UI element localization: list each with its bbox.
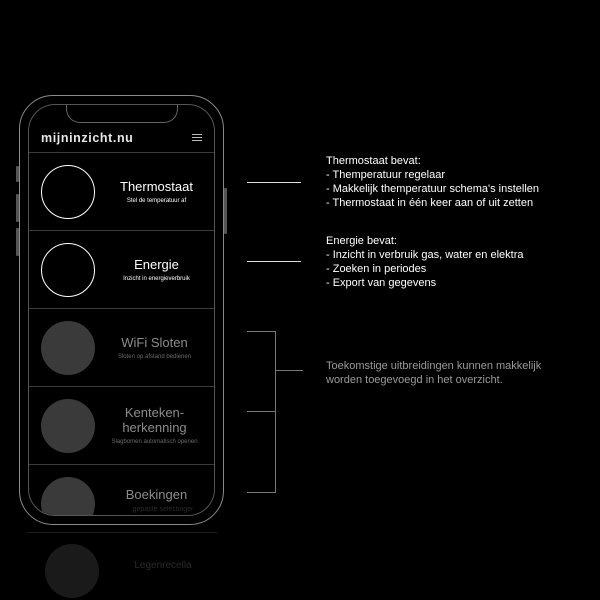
future-bracket <box>247 331 276 493</box>
list-item-energie[interactable] <box>29 231 214 309</box>
item-subtitle: Stel de temperatuur af <box>126 197 187 204</box>
reflection-text-1: gepaste selectinger <box>132 506 194 513</box>
annotation-text: Toekomstige uitbreidingen kunnen makkelijk worden toegevoegd in het overzicht. <box>326 360 542 386</box>
item-title: WiFi Sloten <box>121 334 188 350</box>
future-bracket-connector <box>275 370 303 371</box>
item-subtitle: Slagbomen automatisch openen <box>111 439 198 445</box>
app-logo[interactable]: mijninzicht.nu <box>41 130 134 145</box>
annotation-heading: Energie bevat: <box>326 235 397 247</box>
item-title: Energie <box>134 256 179 272</box>
list-item-kentekenherkenning[interactable] <box>29 387 214 465</box>
list-item-thermostaat[interactable] <box>29 153 214 231</box>
thermostaat-circle-icon <box>41 165 95 219</box>
item-title: Thermostaat <box>120 178 193 194</box>
phone-side-button <box>16 166 19 182</box>
reflection-text-2: Legenrecella <box>134 560 192 571</box>
phone-power-button <box>224 188 227 234</box>
annotation-line: - Thermostaat in één keer aan of uit zetten <box>326 197 534 209</box>
phone-volume-up-button <box>16 194 19 222</box>
phone-volume-down-button <box>16 228 19 256</box>
wifi-sloten-circle-icon <box>41 321 95 375</box>
item-subtitle: Inzicht in energieverbruik <box>123 275 190 282</box>
annotation-energie <box>326 234 523 290</box>
annotation-line: - Themperatuur regelaar <box>326 169 446 181</box>
phone-frame <box>19 95 224 525</box>
phone-screen <box>28 104 215 516</box>
reflection-divider <box>27 532 217 533</box>
kentekenherkenning-circle-icon <box>41 399 95 453</box>
energie-circle-icon <box>41 243 95 297</box>
future-bracket-tick <box>247 411 275 412</box>
app-header <box>29 123 214 153</box>
annotation-line: - Makkelijk themperatuur schema's instellen <box>326 183 540 195</box>
annotation-heading: Thermostaat bevat: <box>326 155 421 167</box>
hamburger-menu-icon[interactable] <box>192 134 202 141</box>
item-title: Kenteken-herkenning <box>122 405 187 435</box>
annotation-line: - Zoeken in periodes <box>326 263 427 275</box>
list-item-wifi-sloten[interactable] <box>29 309 214 387</box>
annotation-line: - Export van gegevens <box>326 277 437 289</box>
phone-notch <box>66 104 178 123</box>
annotation-thermostaat <box>326 154 539 210</box>
connector-energie <box>247 261 301 262</box>
annotation-line: - Inzicht in verbruik gas, water en elektra <box>326 249 524 261</box>
annotation-future <box>326 359 558 387</box>
phone-reflection <box>27 500 217 600</box>
reflection-circle-icon <box>45 544 99 598</box>
item-title: Boekingen <box>125 487 188 502</box>
item-subtitle: Sloten op afstand bedienen <box>117 353 192 360</box>
connector-thermostaat <box>247 182 301 183</box>
